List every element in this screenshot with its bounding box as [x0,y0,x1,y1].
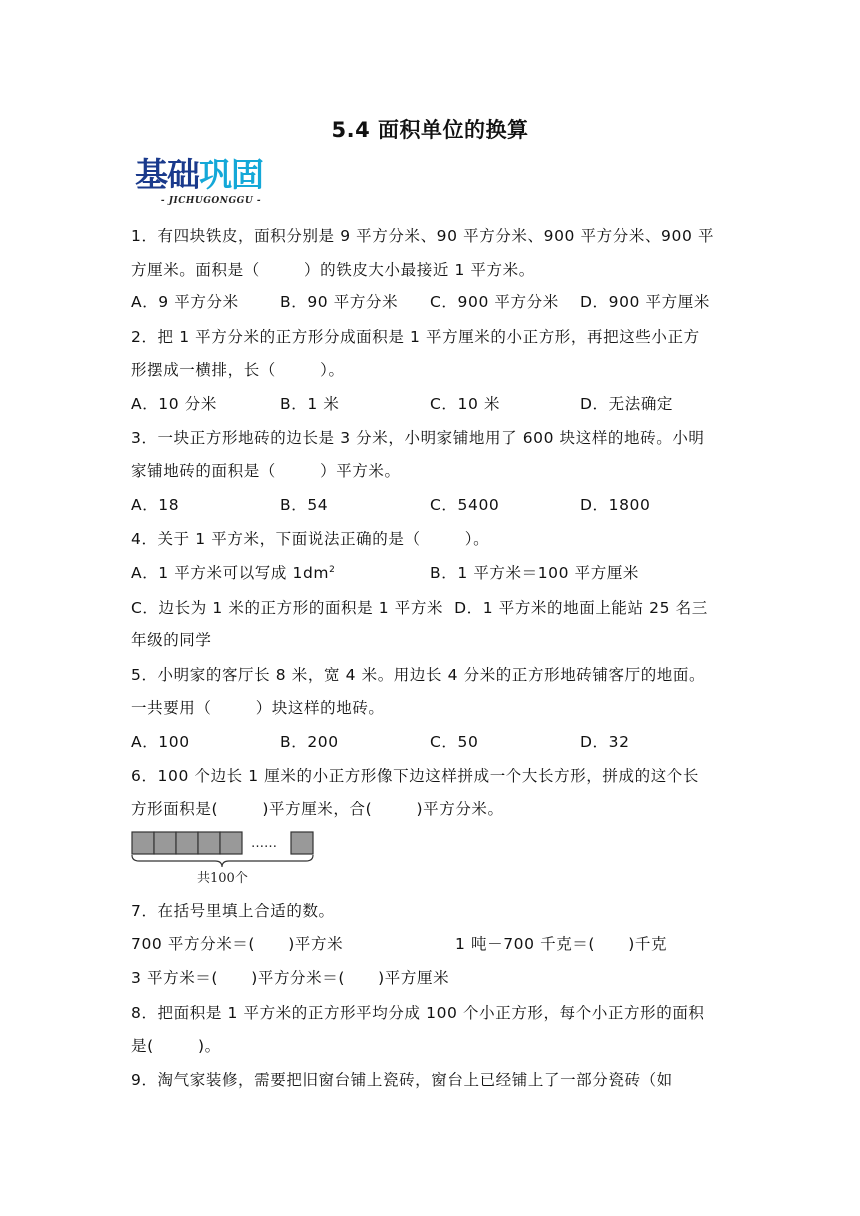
q2-line1: 2．把 1 平方分米的正方形分成面积是 1 平方厘米的小正方形，再把这些小正方 [131,328,700,346]
q7-line1: 7．在括号里填上合适的数。 [131,902,335,920]
q5-line2: 一共要用（ ）块这样的地砖。 [131,699,385,717]
q5-option-c: C．50 [430,733,479,751]
q4-option-a [131,562,335,584]
page-title: 5.4 面积单位的换算 [331,118,529,142]
q2-option-c: C．10 米 [430,395,501,413]
q6-line2: 方形面积是( )平方厘米，合( )平方分米。 [131,800,504,818]
badge-text [135,155,263,195]
strip-square-4 [198,832,220,854]
strip-square-5 [220,832,242,854]
strip-ellipsis: …… [251,836,277,851]
badge-char-3: 巩 [199,155,231,194]
q3-option-b: B．54 [280,496,329,514]
q4-option-a-text: A．1 平方米可以写成 1dm [131,564,330,582]
q2-option-d: D．无法确定 [580,395,674,413]
q3-line1: 3．一块正方形地砖的边长是 3 分米，小明家铺地用了 600 块这样的地砖。小明 [131,429,705,447]
strip-square-3 [176,832,198,854]
q9-line1: 9．淘气家装修，需要把旧窗台铺上瓷砖，窗台上已经铺上了一部分瓷砖（如 [131,1071,673,1089]
q1-option-a: A．9 平方分米 [131,293,239,311]
q2-option-b: B．1 米 [280,395,340,413]
q3-option-d: D．1800 [580,496,651,514]
q1-line2: 方厘米。面积是（ ）的铁皮大小最接近 1 平方米。 [131,261,535,279]
strip-square-last [291,832,313,854]
q1-line1: 1．有四块铁皮，面积分别是 9 平方分米、90 平方分米、900 平方分米、900 平 [131,227,715,245]
q2-line2: 形摆成一横排，长（ ）。 [131,361,345,379]
q4-option-a-superscript: 2 [329,564,336,575]
q6-line1: 6．100 个边长 1 厘米的小正方形像下边这样拼成一个大长方形，拼成的这个长 [131,767,699,785]
section-badge [135,155,287,209]
q4-option-cd: C．边长为 1 米的正方形的面积是 1 平方米 D．1 平方米的地面上能站 25 名三 [131,599,708,617]
square-strip-figure [131,830,321,890]
q5-option-b: B．200 [280,733,339,751]
badge-char-2: 础 [167,155,199,194]
q1-option-c: C．900 平方分米 [430,293,559,311]
badge-char-1: 基 [135,155,167,194]
q7-part-b: 1 吨－700 千克＝( )千克 [455,935,668,953]
q5-option-a: A．100 [131,733,190,751]
q3-line2: 家铺地砖的面积是（ ）平方米。 [131,462,401,480]
q1-option-d: D．900 平方厘米 [580,293,710,311]
q4-option-b: B．1 平方米＝100 平方厘米 [430,564,640,582]
strip-label: 共100个 [197,871,248,886]
q5-line1: 5．小明家的客厅长 8 米，宽 4 米。用边长 4 分米的正方形地砖铺客厅的地面。 [131,666,706,684]
q3-option-a: A．18 [131,496,180,514]
q5-option-d: D．32 [580,733,630,751]
badge-subtitle: - JICHUGONGGU - [160,196,262,206]
q8-line2: 是( )。 [131,1037,221,1055]
q7-part-a: 700 平方分米＝( )平方米 [131,935,344,953]
q4-option-d-cont: 年级的同学 [131,631,212,649]
q8-line1: 8．把面积是 1 平方米的正方形平均分成 100 个小正方形，每个小正方形的面积 [131,1004,705,1022]
q1-option-b: B．90 平方分米 [280,293,399,311]
badge-char-4: 固 [231,155,263,194]
strip-square-2 [154,832,176,854]
q2-option-a: A．10 分米 [131,395,217,413]
strip-brace [132,855,313,867]
strip-square-1 [132,832,154,854]
q4-line1: 4．关于 1 平方米，下面说法正确的是（ ）。 [131,530,490,548]
q7-part-c: 3 平方米＝( )平方分米＝( )平方厘米 [131,969,450,987]
q3-option-c: C．5400 [430,496,500,514]
